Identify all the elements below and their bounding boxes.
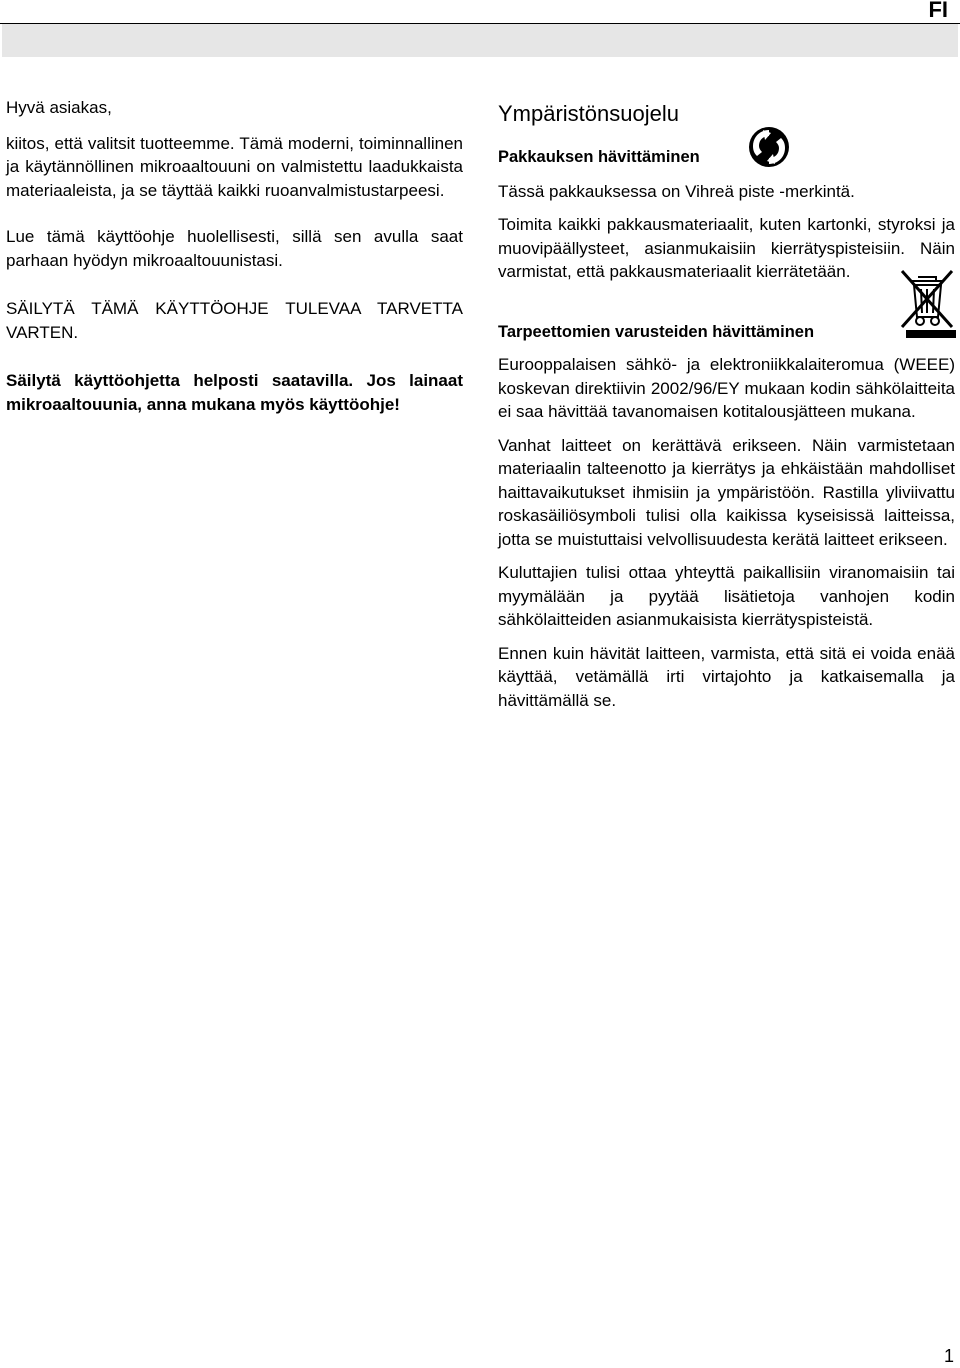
accessories-heading-row (498, 320, 955, 345)
weee-paragraph-3: Kuluttajien tulisi ottaa yhteyttä paikallisiin viranomaisiin tai myymälään ja pyytää lisätietoja vanhojen kodin sähkölaitteiden asianmukaisista kierrätyspisteistä. (498, 563, 955, 629)
page-number: 1 (943, 1346, 954, 1366)
packaging-heading-row (498, 146, 955, 170)
keep-manual-bold: Säilytä käyttöohjetta helposti saatavilla. Jos lainaat mikroaaltouunia, anna mukana myös käyttöohje! (6, 371, 463, 414)
weee-paragraph-1: Eurooppalaisen sähkö- ja elektroniikkalaiteromua (WEEE) koskevan direktiivin 2002/96/EY mukaan kodin sähkölaitteita ei saa hävittää tavanomaisen kotitalousjätteen mukana. (498, 355, 955, 421)
keep-manual-caps: SÄILYTÄ TÄMÄ KÄYTTÖOHJE TULEVAA TARVETTA VARTEN. (6, 299, 463, 342)
accessories-heading: Tarpeettomien varusteiden hävittäminen (498, 322, 815, 341)
weee-paragraph-4: Ennen kuin hävität laitteen, varmista, että sitä ei voida enää käyttää, vetämällä irti virtajohto ja katkaisemalla ja hävittämällä se. (498, 643, 955, 710)
section-title: Ympäristönsuojelu (498, 101, 679, 126)
crossed-out-wheelie-bin-icon (898, 267, 956, 339)
green-dot-recycling-icon (748, 126, 790, 168)
language-code: FI (928, 0, 948, 22)
header-band (2, 24, 958, 57)
intro-paragraph: kiitos, että valitsit tuotteemme. Tämä moderni, toiminnallinen ja käytännöllinen mikroaaltouuni on valmistettu laadukkaista materiaaleista, ja se täyttää kaikki ruoanvalmistustarpeesi. (6, 133, 463, 200)
packaging-paragraph-1: Tässä pakkauksessa on Vihreä piste -merkintä. (498, 181, 855, 201)
packaging-heading: Pakkauksen hävittäminen (498, 148, 700, 166)
left-column (6, 96, 463, 416)
read-carefully-paragraph: Lue tämä käyttöohje huolellisesti, sillä sen avulla saat parhaan hyödyn mikroaaltouunistasi. (6, 227, 463, 270)
greeting: Hyvä asiakas, (6, 98, 112, 117)
right-column (498, 100, 955, 712)
weee-paragraph-2: Vanhat laitteet on kerättävä erikseen. Näin varmistetaan materiaalin talteenotto ja kierrätys ja ehkäistään mahdolliset haittavaikutukset ihmisiin ja ympäristöön. Rastilla yliviivattu roskasäiliösymboli tulisi olla kaikissa kyseisissä laitteissa, jotta se muistuttaisi velvollisuudesta kerätä laitteet erikseen. (498, 435, 955, 549)
packaging-paragraph-2: Toimita kaikki pakkausmateriaalit, kuten kartonki, styroksi ja muovipäällysteet, asianmukaisiin kierrätyspisteisiin. Näin varmistat, että pakkausmateriaalit kierrätetään. (498, 215, 955, 281)
